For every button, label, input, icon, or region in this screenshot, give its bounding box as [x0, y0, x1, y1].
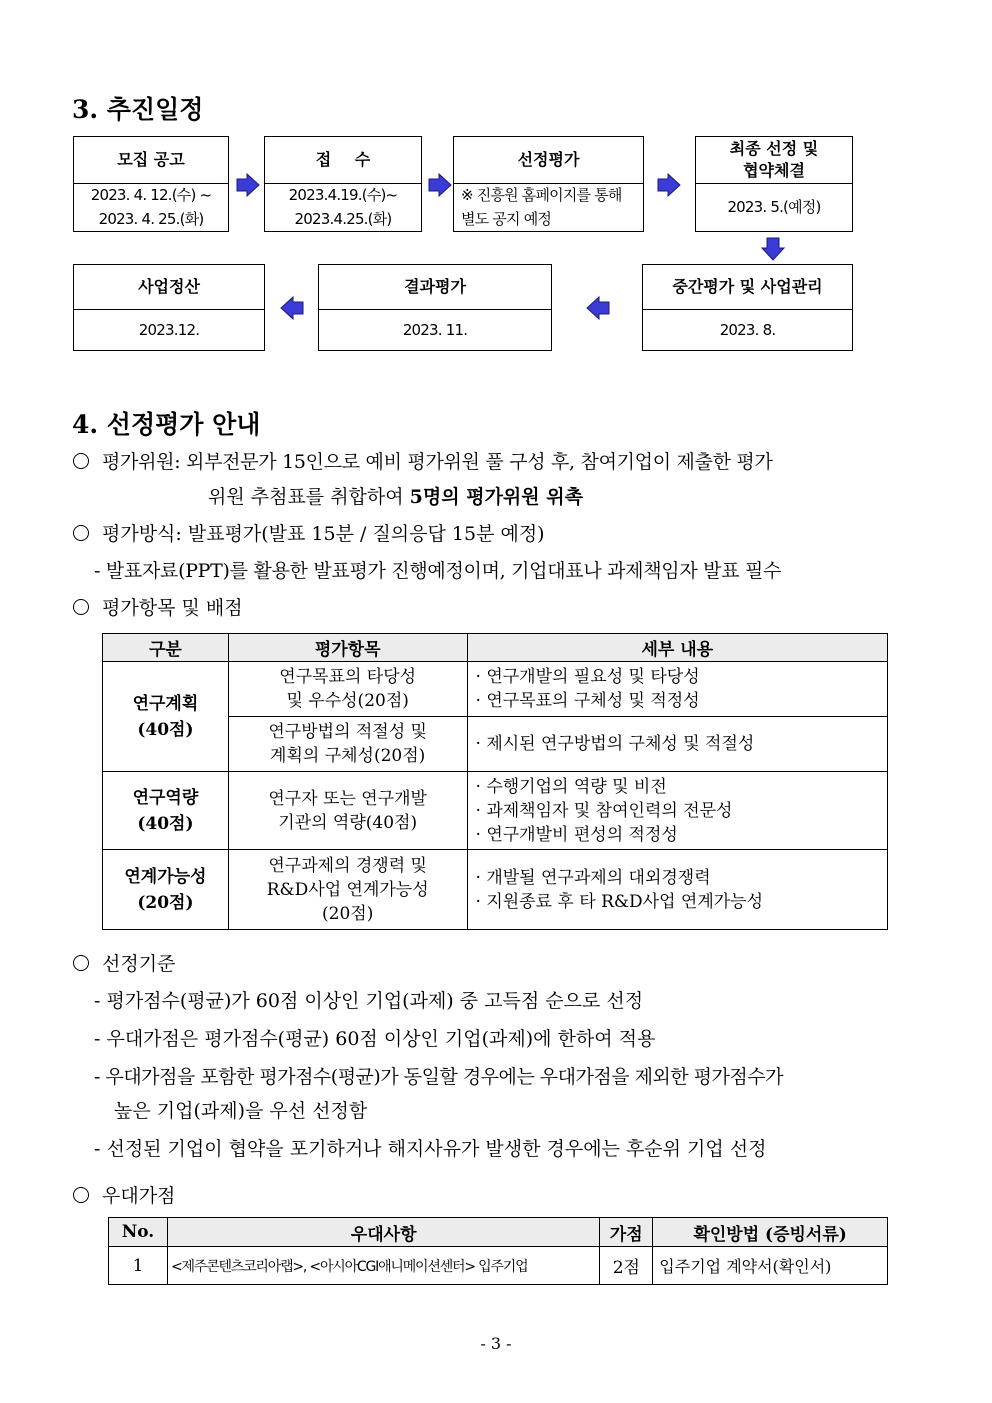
item-text: 및 우수성(20점) — [286, 691, 409, 711]
section3-heading: 3. 추진일정 — [72, 95, 204, 124]
arrow-down-icon — [761, 237, 785, 261]
item-cell — [228, 772, 467, 850]
detail-text: · 연구목표의 구체성 및 적정성 — [475, 691, 700, 711]
table-header-row — [103, 634, 888, 662]
bonus-table — [108, 1217, 888, 1285]
step-detail: 2023. 8. — [719, 320, 776, 339]
circle-bullet-icon — [73, 1187, 89, 1203]
header-no: No. — [109, 1218, 168, 1247]
circle-bullet-icon — [73, 525, 89, 541]
category-points: (40점) — [137, 813, 194, 834]
item-text: 계획의 구체성(20점) — [270, 746, 426, 766]
category-label: 연구계획 — [132, 693, 199, 714]
schedule-step-evaluation — [453, 136, 644, 232]
detail-text: · 제시된 연구방법의 구체성 및 적절성 — [475, 734, 755, 754]
header-item: 평가항목 — [228, 634, 467, 662]
evaluators-line-2 — [208, 483, 583, 511]
arrow-left-icon — [280, 296, 304, 320]
step-detail: 2023. 4. 12.(수) ~ — [90, 186, 212, 204]
header-desc: 우대사항 — [167, 1218, 599, 1247]
step-title-line: 협약체결 — [743, 161, 805, 180]
header-points: 가점 — [600, 1218, 653, 1247]
method-line — [73, 520, 545, 548]
step-title: 사업정산 — [74, 265, 264, 310]
schedule-step-midterm — [642, 264, 853, 351]
category-label: 연계가능성 — [124, 866, 207, 887]
criteria-item: - 평가점수(평균)가 60점 이상인 기업(과제) 중 고득점 순으로 선정 — [94, 990, 644, 1012]
item-cell — [228, 717, 467, 772]
category-cell — [103, 662, 229, 772]
item-text: 연구과제의 경쟁력 및 — [268, 855, 427, 876]
item-text: 기관의 역량(40점) — [278, 812, 418, 833]
item-text: 연구목표의 타당성 — [279, 667, 417, 687]
method-text: 평가방식: 발표평가(발표 15분 / 질의응답 15분 예정) — [102, 523, 545, 545]
evaluation-table — [102, 633, 888, 930]
criteria-title: 선정기준 — [102, 953, 176, 975]
schedule-step-final — [695, 136, 853, 232]
header-details: 세부 내용 — [467, 634, 887, 662]
criteria-item: - 우대가점을 포함한 평가점수(평균)가 동일할 경우에는 우대가점을 제외한 평가점수가 — [94, 1066, 783, 1088]
item-text: 연구방법의 적절성 및 — [268, 722, 427, 742]
evaluators-highlight: 5명의 평가위원 위촉 — [409, 486, 583, 508]
category-points: (40점) — [137, 719, 194, 740]
table-row — [103, 850, 888, 930]
arrow-right-icon — [428, 173, 452, 197]
detail-cell — [467, 772, 887, 850]
table-row — [103, 772, 888, 850]
arrow-right-icon — [657, 173, 681, 197]
arrow-left-icon — [586, 296, 610, 320]
criteria-item-cont: 높은 기업(과제)을 우선 선정함 — [114, 1100, 368, 1122]
table-row — [109, 1247, 888, 1285]
detail-cell — [467, 717, 887, 772]
evaluators-text-2: 위원 추첨표를 취합하여 — [208, 486, 410, 508]
item-text: 연구자 또는 연구개발 — [268, 788, 427, 809]
items-title-line — [73, 594, 243, 622]
category-cell — [103, 772, 229, 850]
category-cell — [103, 850, 229, 930]
schedule-step-receipt — [264, 136, 422, 232]
step-detail: 2023.12. — [138, 320, 200, 339]
header-category: 구분 — [103, 634, 229, 662]
step-title: 중간평가 및 사업관리 — [643, 265, 852, 310]
step-title: 모집 공고 — [74, 137, 228, 184]
circle-bullet-icon — [73, 453, 89, 469]
item-text: R&D사업 연계가능성 — [266, 879, 429, 900]
detail-text: · 연구개발의 필요성 및 타당성 — [475, 667, 700, 687]
step-detail: 2023. 5.(예정) — [727, 198, 821, 216]
detail-text: · 과제책임자 및 참여인력의 전문성 — [475, 800, 733, 821]
bonus-points: 2점 — [600, 1247, 653, 1285]
step-title-line: 최종 선정 및 — [729, 139, 819, 158]
bonus-desc: <제주콘텐츠코리아랩>, <아시아CGI애니메이션센터> 입주기업 — [167, 1247, 599, 1285]
step-detail: 2023.4.19.(수)~ — [288, 186, 398, 204]
table-row — [103, 662, 888, 717]
item-text: (20점) — [322, 903, 374, 924]
criteria-item: - 우대가점은 평가점수(평균) 60점 이상인 기업(과제)에 한하여 적용 — [94, 1028, 656, 1050]
section4-heading: 4. 선정평가 안내 — [72, 410, 261, 439]
items-title: 평가항목 및 배점 — [102, 597, 243, 619]
method-note: - 발표자료(PPT)를 활용한 발표평가 진행예정이며, 기업대표나 과제책임자 발표 필수 — [94, 560, 782, 582]
bonus-title: 우대가점 — [102, 1185, 176, 1207]
page-number: - 3 - — [480, 1334, 512, 1353]
step-title: 결과평가 — [319, 265, 551, 310]
step-detail: 별도 공지 예정 — [461, 210, 552, 228]
schedule-step-result — [318, 264, 552, 351]
step-detail: ※ 진흥원 홈페이지를 통해 — [461, 186, 622, 204]
step-detail: 2023.4.25.(화) — [294, 210, 392, 228]
table-header-row — [109, 1218, 888, 1247]
arrow-right-icon — [236, 173, 260, 197]
bonus-proof: 입주기업 계약서(확인서) — [653, 1247, 888, 1285]
criteria-item: - 선정된 기업이 협약을 포기하거나 해지사유가 발생한 경우에는 후순위 기업 선정 — [94, 1138, 767, 1160]
schedule-step-recruit — [73, 136, 229, 232]
header-proof: 확인방법 (증빙서류) — [653, 1218, 888, 1247]
circle-bullet-icon — [73, 599, 89, 615]
step-title: 선정평가 — [454, 137, 643, 184]
step-title: 접 수 — [265, 137, 421, 184]
detail-text: · 개발될 연구과제의 대외경쟁력 — [475, 867, 711, 888]
criteria-title-line — [73, 950, 175, 978]
detail-text: · 지원종료 후 타 R&D사업 연계가능성 — [475, 891, 764, 912]
bonus-title-line — [73, 1182, 175, 1210]
item-cell — [228, 850, 467, 930]
detail-text: · 수행기업의 역량 및 비전 — [475, 776, 667, 797]
category-points: (20점) — [137, 892, 194, 913]
detail-text: · 연구개발비 편성의 적정성 — [475, 824, 678, 845]
item-cell — [228, 662, 467, 717]
category-label: 연구역량 — [132, 787, 199, 808]
detail-cell — [467, 850, 887, 930]
evaluators-text: 평가위원: 외부전문가 15인으로 예비 평가위원 풀 구성 후, 참여기업이 제출한 평가 — [102, 451, 773, 473]
detail-cell — [467, 662, 887, 717]
step-detail: 2023. 11. — [402, 320, 468, 339]
bonus-no: 1 — [109, 1247, 168, 1285]
schedule-step-settlement — [73, 264, 265, 351]
circle-bullet-icon — [73, 955, 89, 971]
evaluators-line — [73, 448, 773, 476]
step-detail: 2023. 4. 25.(화) — [98, 210, 204, 228]
